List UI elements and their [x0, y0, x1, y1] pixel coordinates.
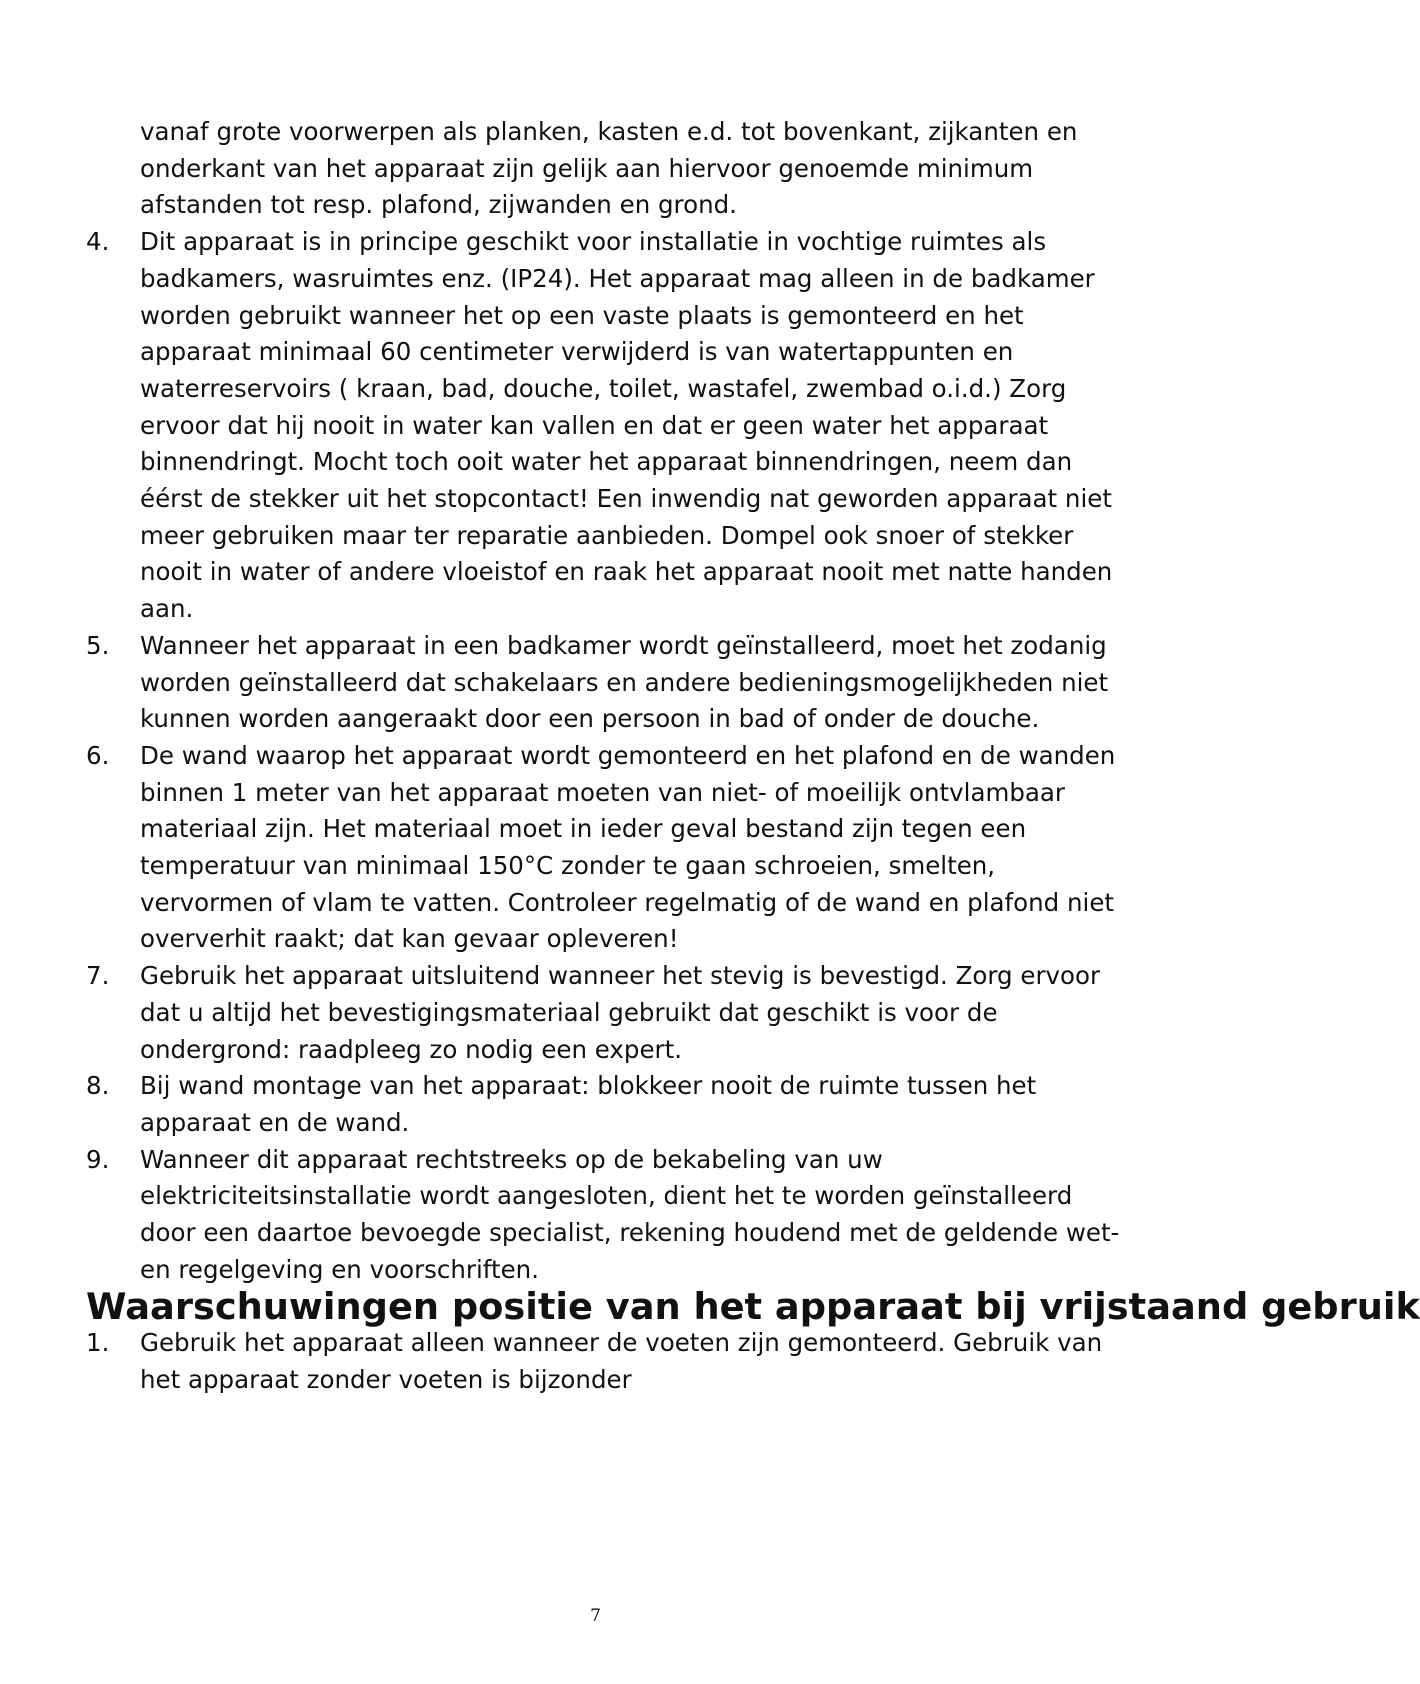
page-number: 7 [590, 1606, 601, 1626]
list-item [86, 1142, 1126, 1289]
item-number: 1. [86, 1328, 110, 1358]
item-number: 9. [86, 1144, 110, 1174]
item-text: Gebruik het apparaat alleen wanneer de voeten zijn gemonteerd. Gebruik van het apparaat zonder voeten is bijzonder [140, 1328, 1103, 1394]
intro-continuation: vanaf grote voorwerpen als planken, kasten e.d. tot bovenkant, zijkanten en onderkant van het apparaat zijn gelijk aan hiervoor genoemde minimum afstanden tot resp. plafond, zijwanden en grond. [140, 117, 1078, 220]
list-item [86, 1325, 1126, 1398]
item-text: Gebruik het apparaat uitsluitend wanneer het stevig is bevestigd. Zorg ervoor dat u altijd het bevestigingsmateriaal gebruikt dat geschikt is voor de ondergrond: raadpleeg zo nodig een expert. [140, 961, 1101, 1064]
item-text: Dit apparaat is in principe geschikt voor installatie in vochtige ruimtes als badkamers, wasruimtes enz. (IP24). Het apparaat mag alleen in de badkamer worden gebruikt wanneer het op een vaste plaats is gemonteerd en het apparaat minimaal 60 centimeter verwijderd is van watertappunten en waterreservoirs ( kraan, bad, douche, toilet, wastafel, zwembad o.i.d.) Zorg ervoor dat hij nooit in water kan vallen en dat er geen water het apparaat binnendringt. Mocht toch ooit water het apparaat binnendringen, neem dan éérst de stekker uit het stopcontact! Een inwendig nat geworden apparaat niet meer gebruiken maar ter reparatie aanbieden. Dompel ook snoer of stekker nooit in water of andere vloeistof en raak het apparaat nooit met natte handen aan. [140, 227, 1113, 624]
item-number: 5. [86, 630, 110, 660]
warnings-list [86, 224, 1126, 1288]
page-content [86, 114, 1420, 1399]
list-item [86, 958, 1126, 1068]
list-item [86, 224, 1126, 628]
freestanding-warnings-list [86, 1325, 1126, 1398]
list-item [86, 628, 1126, 738]
item-number: 8. [86, 1071, 110, 1101]
section-heading: Waarschuwingen positie van het apparaat bij vrijstaand gebruik [86, 1284, 1420, 1328]
item-text: De wand waarop het apparaat wordt gemonteerd en het plafond en de wanden binnen 1 meter van het apparaat moeten van niet- of moeilijk ontvlambaar materiaal zijn. Het materiaal moet in ieder geval bestand zijn tegen een temperatuur van minimaal 150°C zonder te gaan schroeien, smelten, vervormen of vlam te vatten. Controleer regelmatig of de wand en plafond niet oververhit raakt; dat kan gevaar opleveren! [140, 740, 1116, 954]
item-number: 4. [86, 227, 110, 257]
list-item [86, 738, 1126, 958]
item-text: Wanneer dit apparaat rechtstreeks op de bekabeling van uw elektriciteitsinstallatie wordt aangesloten, dient het te worden geïnstalleerd door een daartoe bevoegde specialist, rekening houdend met de geldende wet- en regelgeving en voorschriften. [140, 1144, 1120, 1284]
item-number: 7. [86, 961, 110, 991]
item-text: Bij wand montage van het apparaat: blokkeer nooit de ruimte tussen het apparaat en de wand. [140, 1071, 1037, 1137]
item-number: 6. [86, 740, 110, 770]
list-item [86, 1068, 1126, 1141]
item-text: Wanneer het apparaat in een badkamer wordt geïnstalleerd, moet het zodanig worden geïnstalleerd dat schakelaars en andere bedieningsmogelijkheden niet kunnen worden aangeraakt door een persoon in bad of onder de douche. [140, 630, 1109, 734]
